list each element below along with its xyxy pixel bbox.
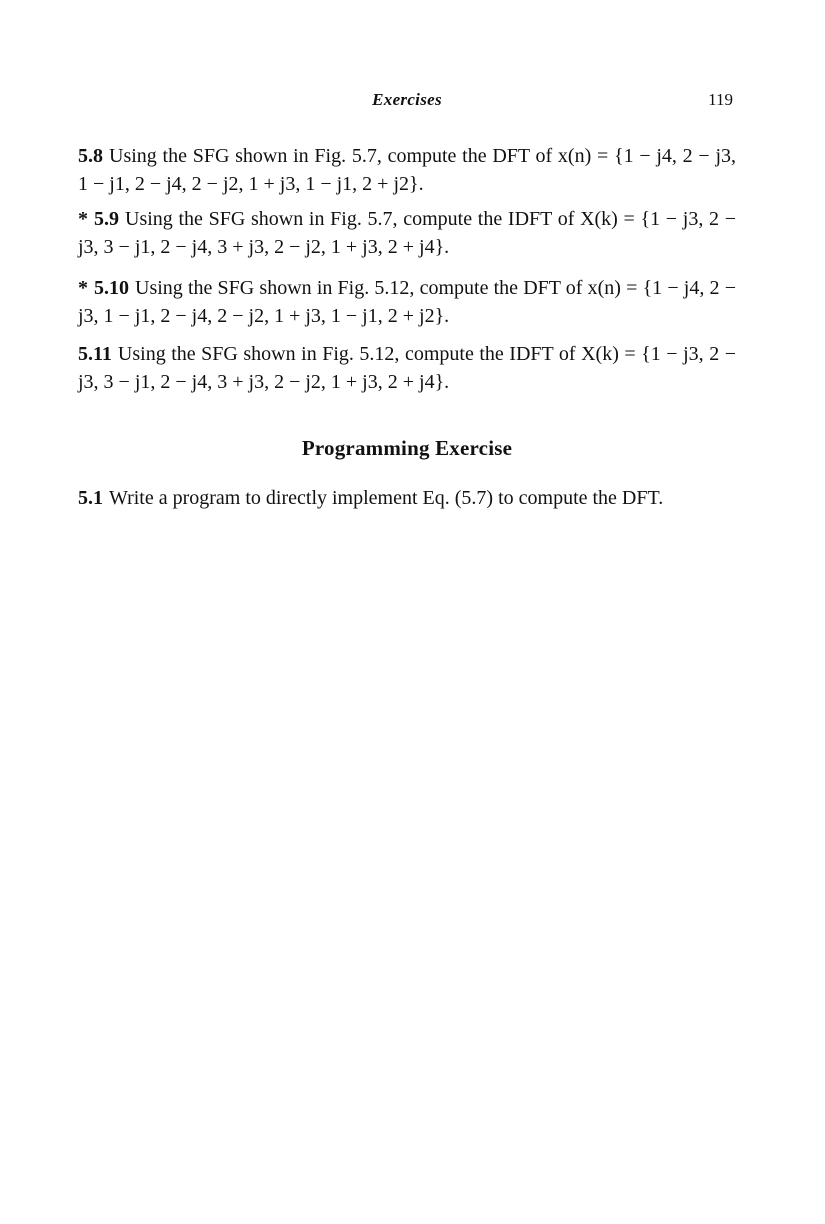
exercise-text: Write a program to directly implement Eq. (5.7) to compute the DFT.: [109, 487, 664, 509]
exercise-number: 5.1: [78, 487, 103, 509]
running-head: [78, 90, 736, 114]
exercise-text: Using the SFG shown in Fig. 5.12, compute the IDFT of X(k) = {1 − j3, 2 − j3, 3 − j1, 2 − j4, 3 + j3, 2 − j2, 1 + j3, 2 + j4}.: [78, 343, 736, 393]
section-heading: Programming Exercise: [301, 436, 513, 460]
exercise-text: Using the SFG shown in Fig. 5.7, compute the IDFT of X(k) = {1 − j3, 2 − j3, 3 − j1, 2 − j4, 3 + j3, 2 − j2, 1 + j3, 2 + j4}.: [78, 208, 736, 258]
exercise-5-10: [78, 274, 736, 330]
exercise-text: Using the SFG shown in Fig. 5.7, compute the DFT of x(n) = {1 − j4, 2 − j3, 1 − j1, 2 − j4, 2 − j2, 1 + j3, 1 − j1, 2 + j2}.: [78, 145, 736, 195]
exercise-number: 5.10: [94, 277, 129, 299]
exercise-5-11: [78, 340, 736, 396]
starred-marker: *: [78, 277, 88, 299]
exercise-number: 5.9: [94, 208, 119, 230]
exercise-text: Using the SFG shown in Fig. 5.12, compute the DFT of x(n) = {1 − j4, 2 − j3, 1 − j1, 2 − j4, 2 − j2, 1 + j3, 1 − j1, 2 + j2}.: [78, 277, 736, 327]
exercise-number: 5.8: [78, 145, 103, 167]
exercise-5-8: [78, 142, 736, 198]
running-title: Exercises: [372, 90, 442, 109]
programming-exercise-5-1: [78, 484, 736, 512]
exercise-5-9: [78, 205, 736, 261]
page-number: 119: [708, 90, 733, 109]
exercise-number: 5.11: [78, 343, 112, 365]
starred-marker: *: [78, 208, 88, 230]
